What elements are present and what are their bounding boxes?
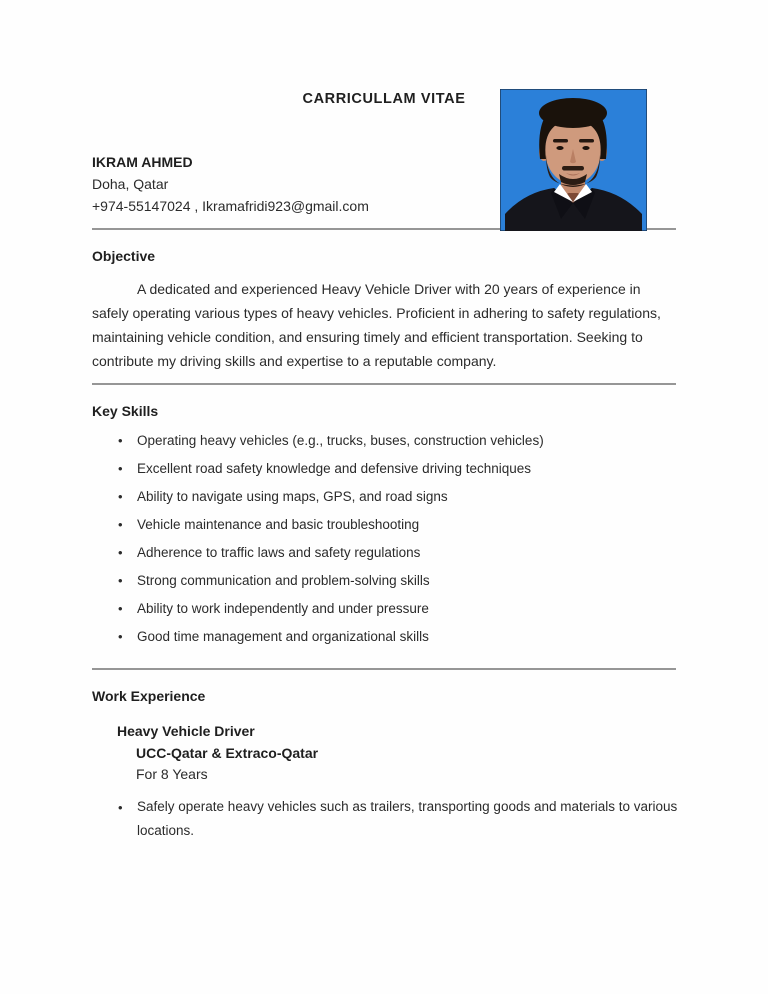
skill-item [92, 629, 676, 644]
skill-item [92, 433, 676, 448]
objective-heading: Objective [92, 248, 156, 264]
skill-item [92, 517, 676, 532]
skill-item [92, 461, 676, 476]
objective-text: A dedicated and experienced Heavy Vehicle Driver with 20 years of experience in safely operating various types of heavy vehicles. Proficient in adhering to safety regulations, maintaining vehicle condition, and ensuring timely and efficient transportation. Seeking to contribute my driving skills and expertise to a reputable company. [92, 281, 661, 369]
job-duration: For 8 Years [136, 766, 208, 782]
bullet-icon: • [118, 545, 123, 560]
skill-item [92, 489, 676, 504]
portrait-illustration [500, 89, 647, 231]
work-experience-text: Safely operate heavy vehicles such as trailers, transporting goods and materials to various locations. [137, 799, 678, 838]
skill-item [92, 545, 676, 560]
skill-text: Strong communication and problem-solving skills [137, 573, 430, 588]
key-skills-heading: Key Skills [92, 403, 159, 419]
cv-content [0, 154, 768, 843]
section-divider [92, 383, 676, 385]
bullet-icon: • [118, 601, 123, 616]
bullet-icon: • [118, 800, 123, 815]
company-name: UCC-Qatar & Extraco-Qatar [136, 745, 319, 761]
page-title: CARRICULLAM VITAE [302, 91, 466, 107]
work-experience-item [92, 795, 697, 843]
skill-text: Good time management and organizational skills [137, 629, 429, 644]
skill-text: Ability to work independently and under pressure [137, 601, 429, 616]
skill-text: Vehicle maintenance and basic troubleshooting [137, 517, 420, 532]
candidate-contact: +974-55147024 , Ikramafridi923@gmail.com [92, 198, 369, 214]
skill-text: Adherence to traffic laws and safety regulations [137, 545, 421, 560]
job-title: Heavy Vehicle Driver [117, 723, 255, 739]
section-divider [92, 668, 676, 670]
candidate-location: Doha, Qatar [92, 176, 169, 192]
skill-item [92, 601, 676, 616]
bullet-icon: • [118, 433, 123, 448]
key-skills-list [92, 433, 676, 644]
bullet-icon: • [118, 517, 123, 532]
candidate-name: IKRAM AHMED [92, 154, 193, 170]
skill-text: Ability to navigate using maps, GPS, and road signs [137, 489, 448, 504]
bullet-icon: • [118, 489, 123, 504]
skill-text: Excellent road safety knowledge and defensive driving techniques [137, 461, 531, 476]
skill-item [92, 573, 676, 588]
bullet-icon: • [118, 629, 123, 644]
profile-photo [500, 89, 647, 231]
skill-text: Operating heavy vehicles (e.g., trucks, buses, construction vehicles) [137, 433, 544, 448]
work-experience-list [92, 795, 676, 843]
bullet-icon: • [118, 461, 123, 476]
bullet-icon: • [118, 573, 123, 588]
work-experience-heading: Work Experience [92, 688, 206, 704]
